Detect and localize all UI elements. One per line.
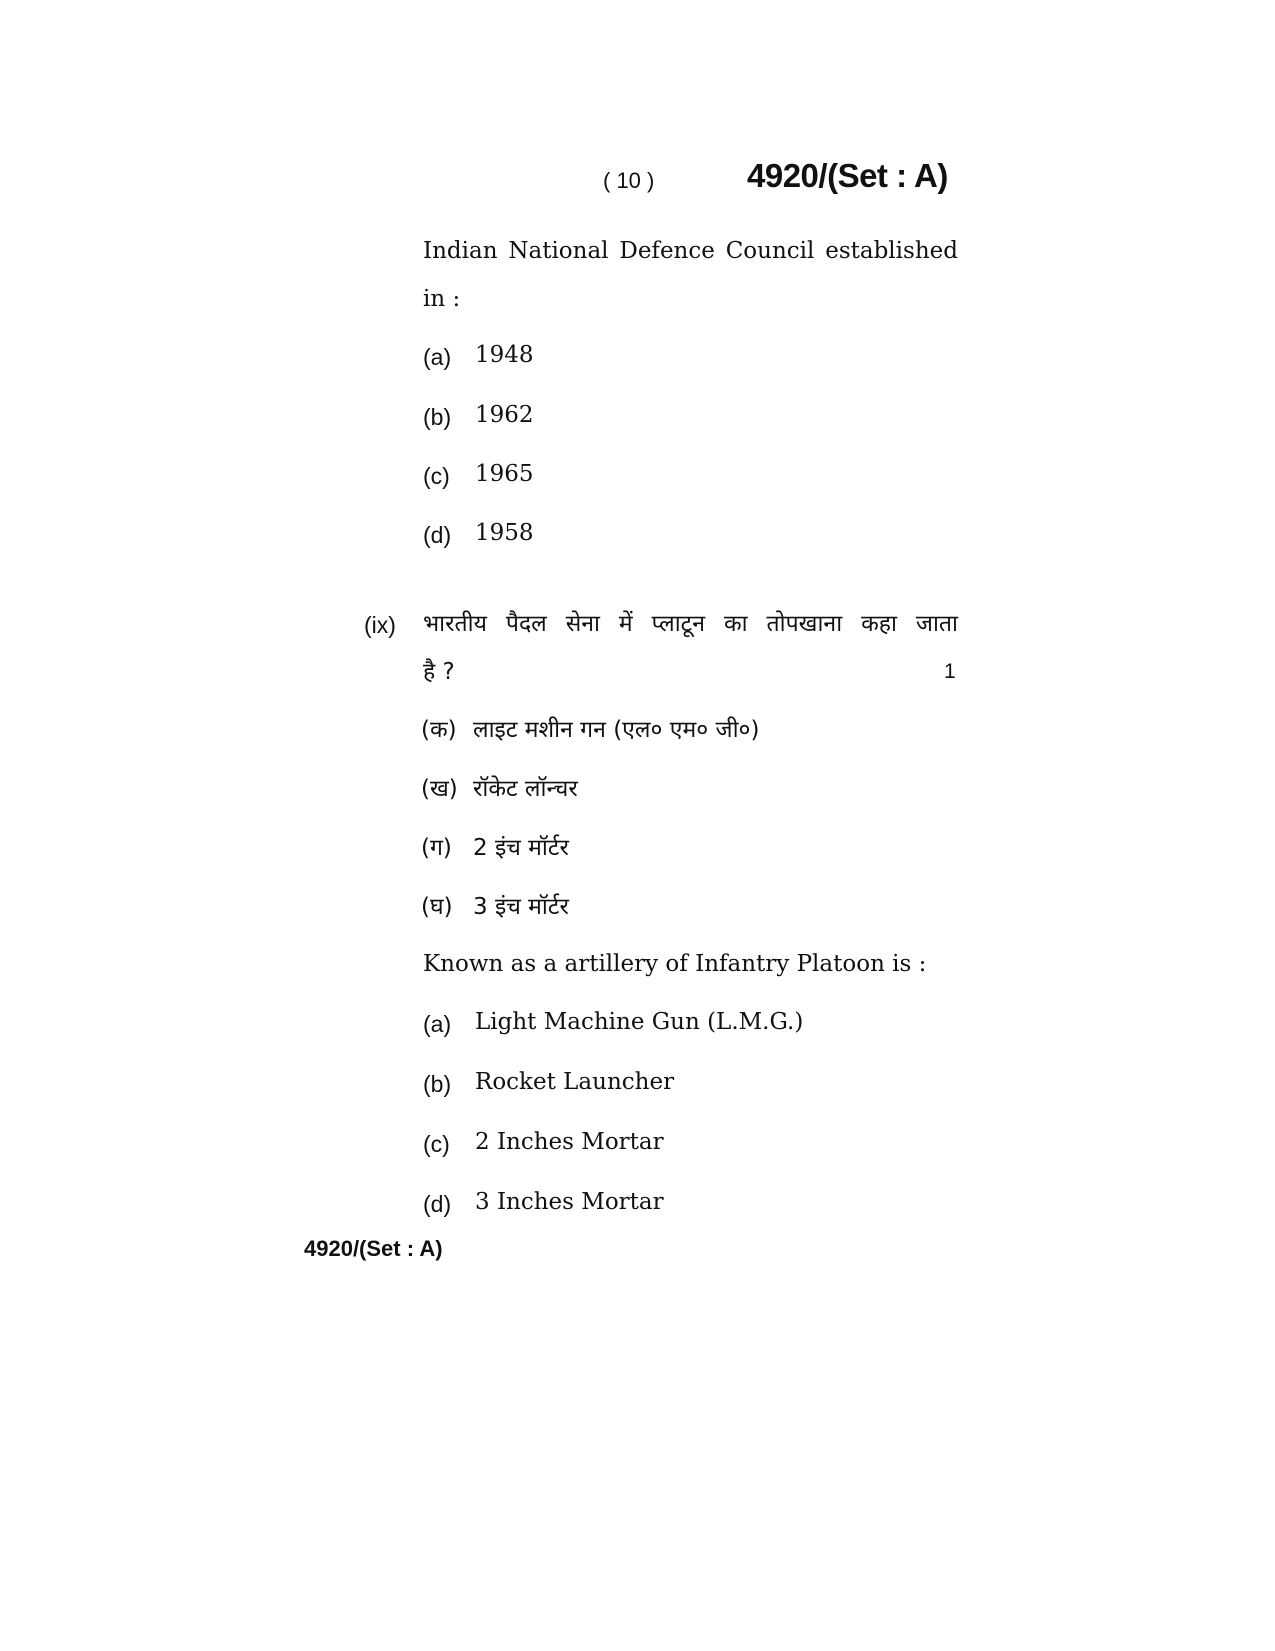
q9-hindi-word: सेना xyxy=(565,611,600,637)
option-text: 1962 xyxy=(475,402,534,428)
option-label: (d) xyxy=(423,1191,452,1217)
q9-hindi-option-ka xyxy=(421,712,760,744)
option-text: Rocket Launcher xyxy=(475,1069,675,1095)
q8-word: Defence xyxy=(619,238,715,264)
option-label: (b) xyxy=(423,1071,452,1097)
q9-option-b xyxy=(423,1069,675,1098)
q9-hindi-option-kha xyxy=(421,771,578,803)
option-text: लाइट मशीन गन (एल० एम० जी०) xyxy=(473,717,760,743)
option-label: (d) xyxy=(423,522,452,548)
option-text: 1965 xyxy=(475,461,534,487)
option-label: (c) xyxy=(423,463,450,489)
q9-hindi-word: जाता xyxy=(915,611,958,637)
q9-hindi-option-gha xyxy=(421,889,569,921)
q9-option-d xyxy=(423,1189,664,1218)
paper-code-header: 4920/(Set : A) xyxy=(747,157,948,194)
q8-word: National xyxy=(508,238,609,264)
option-label: (b) xyxy=(423,404,452,430)
q9-marks: 1 xyxy=(944,660,956,683)
option-label: (क) xyxy=(421,717,457,743)
q9-option-a xyxy=(423,1009,804,1038)
q9-hindi-option-ga xyxy=(421,830,569,862)
q9-hindi-word: कहा xyxy=(861,611,897,637)
option-text: 2 Inches Mortar xyxy=(475,1129,664,1155)
option-text: Light Machine Gun (L.M.G.) xyxy=(475,1009,804,1035)
q8-word: established xyxy=(825,238,958,264)
option-text: 1948 xyxy=(475,342,534,368)
option-text: रॉकेट लॉन्चर xyxy=(473,776,578,802)
q9-hindi-word: का xyxy=(723,611,748,637)
option-text: 2 इंच मॉर्टर xyxy=(473,835,569,861)
q8-option-c xyxy=(423,461,534,490)
option-label: (ख) xyxy=(421,776,458,802)
q8-word: Indian xyxy=(423,238,498,264)
option-label: (a) xyxy=(423,344,452,370)
q9-hindi-word: पैदल xyxy=(505,611,547,637)
option-text: 3 इंच मॉर्टर xyxy=(473,894,569,920)
q9-english-question: Known as a artillery of Infantry Platoon is : xyxy=(423,951,927,977)
q9-hindi-word: में xyxy=(618,611,633,637)
q8-word: Council xyxy=(725,238,815,264)
option-text: 3 Inches Mortar xyxy=(475,1189,664,1215)
q9-hindi-word: भारतीय xyxy=(423,611,487,637)
q8-option-d xyxy=(423,520,534,549)
q9-hindi-word: तोपखाना xyxy=(766,611,843,637)
q9-hindi-question-line2: है ? xyxy=(423,659,455,685)
q9-hindi-question-line1 xyxy=(423,606,958,638)
page-number: ( 10 ) xyxy=(603,168,655,193)
q8-option-b xyxy=(423,402,534,431)
option-label: (घ) xyxy=(421,894,453,920)
q8-option-a xyxy=(423,342,534,371)
q8-question-line2: in : xyxy=(423,286,461,312)
option-label: (a) xyxy=(423,1011,452,1037)
paper-code-footer: 4920/(Set : A) xyxy=(304,1236,443,1261)
option-text: 1958 xyxy=(475,520,534,546)
q8-question-line1 xyxy=(423,238,958,264)
q9-option-c xyxy=(423,1129,664,1158)
q9-hindi-word: प्लाटून xyxy=(651,611,706,637)
option-label: (ग) xyxy=(421,835,452,861)
q9-number: (ix) xyxy=(364,612,396,638)
option-label: (c) xyxy=(423,1131,450,1157)
